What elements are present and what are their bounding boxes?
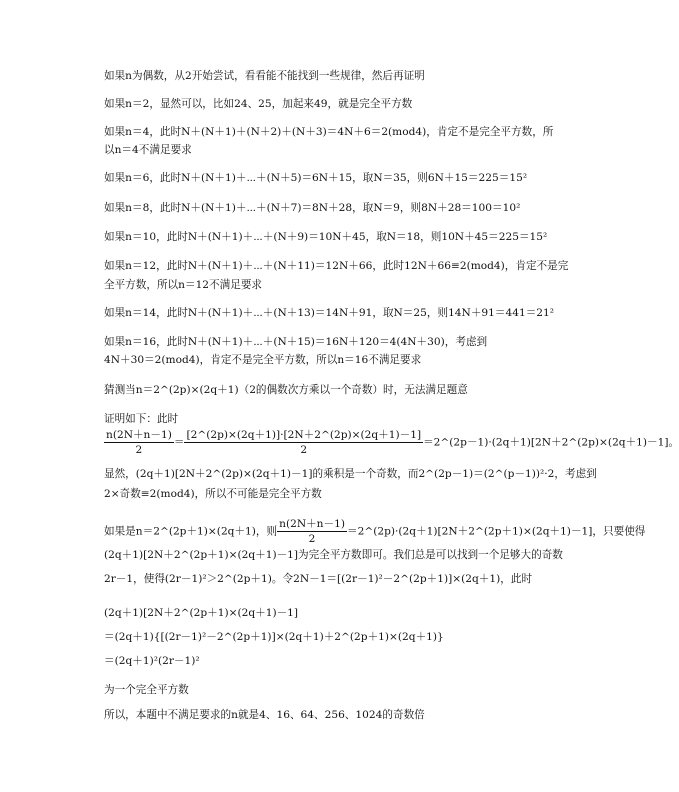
formula-line-3: ＝(2q＋1)²(2r－1)² (104, 655, 200, 667)
text-line-odd-product: 显然，(2q＋1)[2N＋2^(2p)×(2q＋1)－1]的乘积是一个奇数，而2^(2p－1)＝(2^(p－1))²·2，考虑到 (104, 468, 597, 480)
text-line-conclusion: 所以，本题中不满足要求的n就是4、16、64、256、1024的奇数倍 (104, 709, 425, 721)
text-line-n12-cont: 全平方数，所以n＝12不满足要求 (104, 279, 263, 291)
fraction-left (104, 428, 174, 457)
text-line-proof-start: 证明如下：此时 (104, 413, 179, 425)
fraction-case-odd (277, 517, 347, 546)
fraction-case-odd-denominator: 2 (308, 533, 316, 545)
formula-result: ＝2^(2p－1)·(2q＋1)[2N＋2^(2p)×(2q＋1)－1]。 (423, 436, 679, 449)
text-line-n12: 如果n＝12，此时N＋(N＋1)＋⋯＋(N＋11)＝12N＋66，此时12N＋66≡2(mod4)，肯定不是完 (104, 260, 569, 272)
fraction-left-denominator: 2 (135, 444, 143, 456)
formula-line-1: (2q＋1)[2N＋2^(2p＋1)×(2q＋1)－1] (104, 607, 299, 619)
text-line-mod4: 2×奇数≡2(mod4)，所以不可能是完全平方数 (104, 488, 322, 500)
text-line-choose-r: 2r－1，使得(2r－1)²＞2^(2p＋1)。令2N－1＝[(2r－1)²－2^(2p＋1)]×(2q＋1)，此时 (104, 573, 533, 585)
text-line-n16: 如果n＝16，此时N＋(N＋1)＋⋯＋(N＋15)＝16N＋120＝4(4N＋30)，考虑到 (104, 336, 488, 348)
formula-line-sum: $\frac{n(2N+n-1)}{2}$ ＝ $\frac{[2\^{}(2p)\times(2q+1)]\cdot[2N+2\^{}(2p)\times(2q+1)-1]}{2}$ ＝2^(2p－1)·(2q＋1)[2N＋2^(2p)×(2q＋1)－1]。 (106, 429, 679, 456)
text-line-n14: 如果n＝14，此时N＋(N＋1)＋⋯＋(N＋13)＝14N＋91，取N＝25，则14N＋91＝441＝21² (104, 307, 555, 319)
text-line-n4-cont: 以n＝4不满足要求 (104, 144, 192, 156)
text-line-n2: 如果n＝2，显然可以，比如24、25，加起来49，就是完全平方数 (104, 98, 413, 110)
fraction-middle-denominator: 2 (300, 444, 308, 456)
fraction-middle-numerator: [2^(2p)×(2q＋1)]·[2N＋2^(2p)×(2q＋1)－1] (186, 429, 422, 441)
fraction-case-odd-numerator: n(2N＋n－1) (279, 518, 345, 530)
fraction-middle (184, 428, 423, 457)
formula-case-odd: 如果是n＝2^(2p＋1)×(2q＋1)，则 (104, 525, 278, 538)
text-line-n4: 如果n＝4，此时N＋(N＋1)＋(N＋2)＋(N＋3)＝4N＋6＝2(mod4)，肯定不是完全平方数，所 (104, 126, 554, 138)
text-line-conjecture: 猜测当n＝2^(2p)×(2q＋1)（2的偶数次方乘以一个奇数）时，无法满足题意 (104, 384, 468, 396)
formula-line-2: ＝(2q＋1){[(2r－1)²－2^(2p＋1)]×(2q＋1)＋2^(2p＋1)×(2q＋1)} (104, 631, 444, 643)
text-line-even-n-intro: 如果n为偶数，从2开始尝试，看看能不能找到一些规律，然后再证明 (104, 70, 425, 82)
text-line-n16-cont: 4N＋30＝2(mod4)，肯定不是完全平方数，所以n＝16不满足要求 (104, 354, 422, 366)
fraction-left-numerator: n(2N＋n－1) (106, 429, 172, 441)
formula-line-odd-power (104, 517, 646, 546)
text-line-perfect-square: 为一个完全平方数 (104, 684, 189, 696)
text-line-n8: 如果n＝8，此时N＋(N＋1)＋⋯＋(N＋7)＝8N＋28，取N＝9，则8N＋28＝100＝10² (104, 202, 521, 214)
formula-case-odd-result: ＝2^(2p)·(2q＋1)[2N＋2^(2p＋1)×(2q＋1)－1]，只要使得 (346, 525, 646, 538)
text-line-n6: 如果n＝6，此时N＋(N＋1)＋⋯＋(N＋5)＝6N＋15，取N＝35，则6N＋15＝225＝15² (104, 172, 528, 184)
text-line-n10: 如果n＝10，此时N＋(N＋1)＋⋯＋(N＋9)＝10N＋45，取N＝18，则10N＋45＝225＝15² (104, 231, 548, 243)
text-line-square-condition: (2q＋1)[2N＋2^(2p＋1)×(2q＋1)－1]为完全平方数即可。我们总是可以找到一个足够大的奇数 (104, 549, 563, 561)
